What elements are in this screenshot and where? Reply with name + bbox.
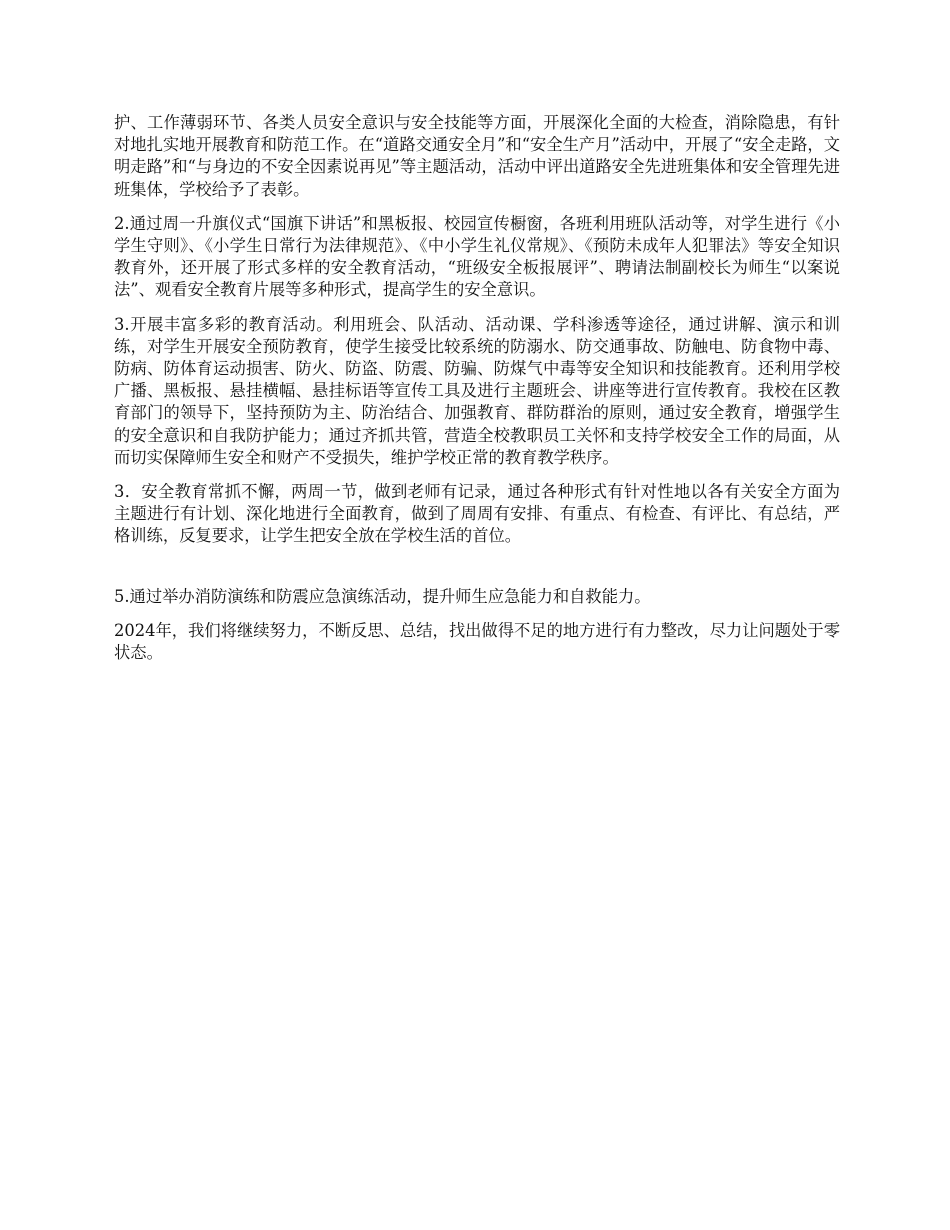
paragraph-emergency-drills: 5.通过举办消防演练和防震应急演练活动，提升师生应急能力和自救能力。 (114, 586, 651, 606)
paragraph-2024-plan: 2024年，我们将继续努力，不断反思、总结，找出做得不足的地方进行有力整改，尽力让问题处于零状态。 (114, 620, 840, 663)
document-body (114, 112, 840, 676)
paragraph-flag-ceremony-education: 2.通过周一升旗仪式“国旗下讲话”和黑板报、校园宣传橱窗，各班利用班队活动等，对学生进行《小学生守则》、《小学生日常行为法律规范》、《中小学生礼仪常规》、《预防未成年人犯罪法》等安全知识教育外，还开展了形式多样的安全教育活动，“班级安全板报展评”、聘请法制副校长为师生“以案说法”、观看安全教育片展等多种形式，提高学生的安全意识。 (114, 213, 840, 300)
paragraph-regular-safety-education: 3．安全教育常抓不懈，两周一节，做到老师有记录，通过各种形式有针对性地以各有关安全方面为主题进行有计划、深化地进行全面教育，做到了周周有安排、有重点、有检查、有评比、有总结，严格训练，反复要求，让学生把安全放在学校生活的首位。 (114, 482, 840, 546)
paragraph-safety-inspection: 护、工作薄弱环节、各类人员安全意识与安全技能等方面，开展深化全面的大检查，消除隐患，有针对地扎实地开展教育和防范工作。在“道路交通安全月”和“安全生产月”活动中，开展了“安全走路，文明走路”和“与身边的不安全因素说再见”等主题活动，活动中评出道路安全先进班集体和安全管理先进班集体，学校给予了表彰。 (114, 113, 840, 199)
paragraph-education-activities: 3.开展丰富多彩的教育活动。利用班会、队活动、活动课、学科渗透等途径，通过讲解、演示和训练，对学生开展安全预防教育，使学生接受比较系统的防溺水、防交通事故、防触电、防食物中毒、防病、防体育运动损害、防火、防盗、防震、防骗、防煤气中毒等安全知识和技能教育。还利用学校广播、黑板报、悬挂横幅、悬挂标语等宣传工具及进行主题班会、讲座等进行宣传教育。我校在区教育部门的领导下，坚持预防为主、防治结合、加强教育、群防群治的原则，通过安全教育，增强学生的安全意识和自我防护能力；通过齐抓共管，营造全校教职员工关怀和支持学校安全工作的局面，从而切实保障师生安全和财产不受损失，维护学校正常的教育教学秩序。 (114, 314, 840, 467)
